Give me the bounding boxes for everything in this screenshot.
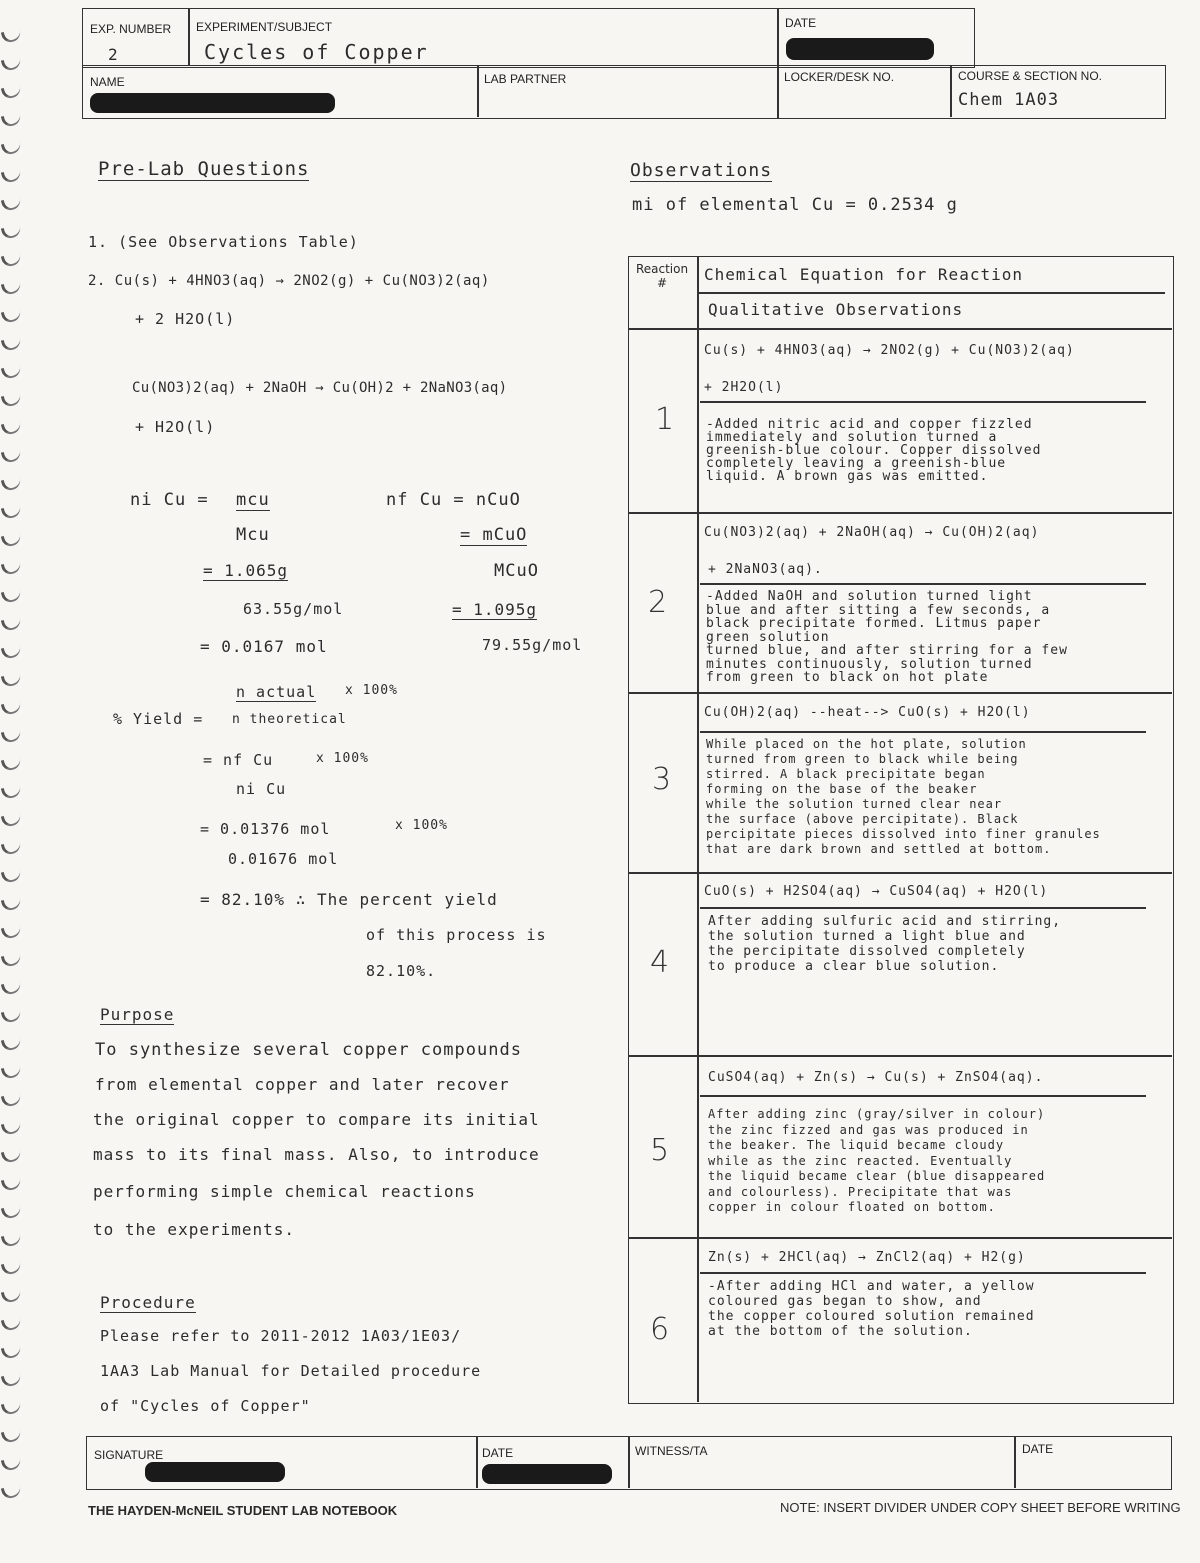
witness-label: WITNESS/TA [635,1444,708,1458]
purpose-line: mass to its final mass. Also, to introduce [93,1145,540,1164]
reaction-equation: Cu(NO3)2(aq) + 2NaOH(aq) → Cu(OH)2(aq) [704,525,1040,540]
calc-eq1: = 1.065g [203,561,289,580]
calc-x100b: x 100% [316,751,369,766]
reaction-equation: CuO(s) + H2SO4(aq) → CuSO4(aq) + H2O(l) [704,884,1049,899]
procedure-line: of "Cycles of Copper" [100,1397,311,1415]
reaction-number: 4 [650,945,670,980]
reaction-number: 2 [648,585,668,620]
calc-den: 0.01676 mol [228,850,339,868]
calc-molar1: 63.55g/mol [243,600,344,618]
reaction-observation: -Added nitric acid and copper fizzled immediately and solution turned a greenish-blue colour. Copper dissolved completely leaving a greenish-blue liquid. A brown gas was emitted. [706,417,1042,484]
calc-result2: of this process is [366,926,547,944]
calc-num: = 0.01376 mol [200,820,331,838]
reaction-number: 1 [655,402,675,437]
purpose-line: To synthesize several copper compounds [95,1040,522,1060]
redacted-name [90,93,335,113]
prelab-q1: 1. (See Observations Table) [88,233,359,251]
reaction-equation: CuSO4(aq) + Zn(s) → Cu(s) + ZnSO4(aq). [708,1070,1044,1085]
lab-partner-label: LAB PARTNER [484,72,567,86]
reaction-observation: -After adding HCl and water, a yellow coloured gas began to show, and the copper coloured solution remained at the bottom of the solution. [708,1279,1035,1339]
reaction-observation: After adding sulfuric acid and stirring, the solution turned a light blue and the percipitate dissolved completely to produce a clear blue solution. [708,914,1062,974]
date-label: DATE [785,16,817,30]
prelab-q2-line1: 2. Cu(s) + 4HNO3(aq) → 2NO2(g) + Cu(NO3)2(aq) [88,273,490,289]
calc-n-cu: ni Cu = [130,490,209,510]
redacted-signature [145,1462,285,1482]
calc-n-theoretical: n theoretical [232,712,347,727]
prelab-q2-line2: + 2 H2O(l) [135,310,236,328]
purpose-heading: Purpose [100,1005,175,1024]
calc-M-cuo: MCuO [494,561,539,581]
calc-ni-cu2: ni Cu [236,780,287,798]
calc-x100: x 100% [345,683,398,698]
name-label: NAME [90,75,125,89]
course: Chem 1A03 [958,90,1060,110]
reaction-equation: Cu(s) + 4HNO3(aq) → 2NO2(g) + Cu(NO3)2(aq) [704,343,1075,358]
footer-date-label: DATE [482,1446,514,1460]
reaction-equation-cont: + 2NaNO3(aq). [708,562,823,577]
reaction-observation: While placed on the hot plate, solution turned from green to black while being stirred. A black precipitate began forming on the base of the beaker while the solution turned clear near the surface (above percipitate). Black percipitate pieces dissolved into finer granules that are dark brown and settled at bottom. [706,737,1101,856]
reaction-equation-cont: + 2H2O(l) [704,380,784,395]
calc-m-cuo: = mCuO [460,525,528,545]
prelab-q2-line3: Cu(NO3)2(aq) + 2NaOH → Cu(OH)2 + 2NaNO3(aq) [132,380,508,396]
purpose-line: the original copper to compare its initial [93,1110,540,1129]
mass-line: mi of elemental Cu = 0.2534 g [632,195,958,215]
reaction-observation: After adding zinc (gray/silver in colour) the zinc fizzed and gas was produced in the beaker. The liquid became cloudy while as the zinc reacted. Eventually the liquid became clear (blue disappeared and colourless). Precipitate that was copper in colour floated on bottom. [708,1107,1046,1214]
calc-molar2: 79.55g/mol [482,636,583,654]
calc-M-cu: Mcu [236,525,270,545]
brand-text: THE HAYDEN-McNEIL STUDENT LAB NOTEBOOK [88,1503,398,1518]
reaction-observation: -Added NaOH and solution turned light blue and after sitting a few seconds, a black precipitate formed. Litmus paper green solution turned blue, and after stirring for a few minutes continuously, solution turned from green to black on hot plate [706,589,1068,685]
calc-nf-cu: nf Cu = nCuO [386,490,521,510]
calc-res1: = 0.0167 mol [200,637,328,656]
redacted-footer-date [482,1464,612,1484]
calc-x100c: x 100% [395,818,448,833]
redacted-date [786,38,934,60]
col-obs-header: Qualitative Observations [708,300,964,319]
calc-yield-label: % Yield = [113,710,204,728]
locker-label: LOCKER/DESK NO. [784,70,895,84]
footer-date2-label: DATE [1022,1442,1054,1456]
purpose-line: from elemental copper and later recover [95,1075,510,1094]
procedure-line: Please refer to 2011-2012 1A03/1E03/ [100,1327,462,1345]
reaction-number: 6 [650,1312,670,1347]
observations-heading: Observations [630,160,773,181]
procedure-heading: Procedure [100,1293,196,1312]
col-reaction-header: Reaction # [635,262,689,290]
reaction-equation: Zn(s) + 2HCl(aq) → ZnCl2(aq) + H2(g) [708,1250,1026,1265]
subject-label: EXPERIMENT/SUBJECT [196,20,333,34]
prelab-heading: Pre-Lab Questions [98,158,310,180]
procedure-line: 1AA3 Lab Manual for Detailed procedure [100,1362,482,1380]
note-text: NOTE: INSERT DIVIDER UNDER COPY SHEET BEFORE WRITING [780,1500,1181,1515]
col-eqn-header: Chemical Equation for Reaction [704,265,1023,284]
reaction-equation: Cu(OH)2(aq) --heat--> CuO(s) + H2O(l) [704,705,1031,720]
purpose-line: to the experiments. [93,1220,296,1239]
subject: Cycles of Copper [204,40,429,64]
exp-number: 2 [108,45,119,64]
calc-result: = 82.10% ∴ The percent yield [200,890,498,909]
reaction-number: 5 [650,1133,670,1168]
reaction-number: 3 [652,762,672,797]
calc-m-cu: mcu [236,490,270,510]
calc-n-actual: n actual [236,683,317,701]
calc-result3: 82.10%. [366,962,437,980]
signature-label: SIGNATURE [94,1448,164,1462]
calc-nf-cu2: = nf Cu [203,751,274,769]
spiral-binding [0,0,24,1563]
prelab-q2-line4: + H2O(l) [135,418,216,436]
course-label: COURSE & SECTION NO. [958,69,1103,83]
calc-eq2: = 1.095g [452,600,538,619]
purpose-line: performing simple chemical reactions [93,1182,476,1201]
exp-number-label: EXP. NUMBER [90,22,172,36]
